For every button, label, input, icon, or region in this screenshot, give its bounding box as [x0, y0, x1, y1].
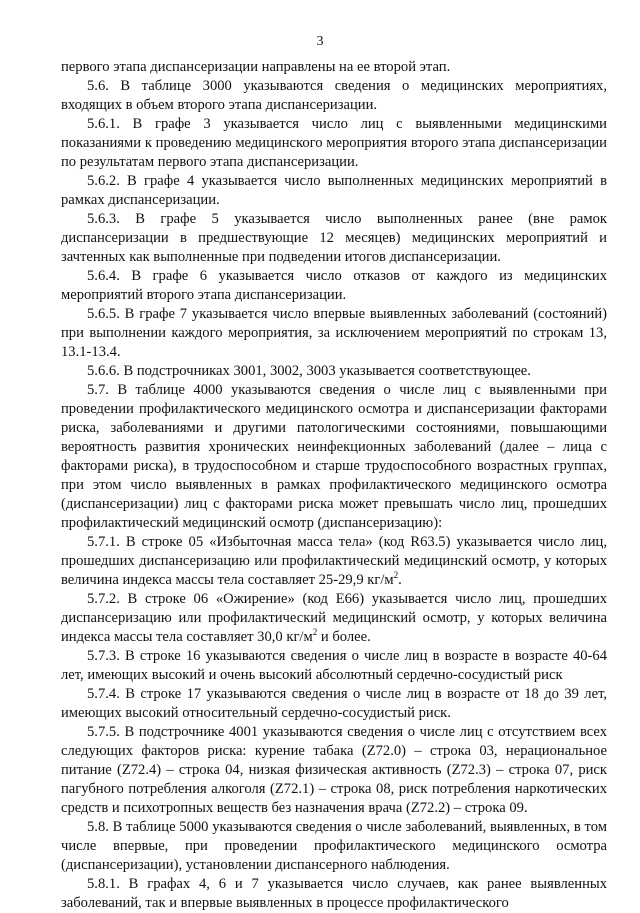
- paragraph-5-6-2: 5.6.2. В графе 4 указывается число выполненных медицинских мероприятий в рамках диспансеризации.: [61, 173, 607, 208]
- paragraph-5-8-1: 5.8.1. В графах 4, 6 и 7 указывается число случаев, как ранее выявленных заболеваний, так и впервые выявленных в процессе профилактического: [61, 876, 607, 911]
- superscript-squared: 2: [312, 627, 318, 638]
- paragraph-5-6-4: 5.6.4. В графе 6 указывается число отказов от каждого из медицинских мероприятий второго этапа диспансеризации.: [61, 268, 607, 303]
- paragraph-5-6-1: 5.6.1. В графе 3 указывается число лиц с выявленными медицинскими показаниями к проведению медицинского мероприятия второго этапа диспансеризации по результатам первого этапа диспансеризации.: [61, 116, 607, 170]
- paragraph-5-7-1-text: 5.7.1. В строке 05 «Избыточная масса тела» (код R63.5) указывается число лиц, прошедших диспансеризацию или профилактический медицинский осмотр, у которых величина индекса массы тела составляет 25-29,9 кг/м: [61, 534, 607, 588]
- paragraph-5-7: 5.7. В таблице 4000 указываются сведения о числе лиц с выявленными при проведении профилактического медицинского осмотра и диспансеризации факторами риска, заболеваниями и другими патологическими состояниями, повышающими вероятность развития хронических неинфекционных заболеваний (далее – лица с факторами риска), в трудоспособном и старше трудоспособного возрастных группах, при этом число выявленных в рамках профилактического медицинского осмотра (диспансеризации) лиц с факторами риска может превышать число лиц, прошедших профилактический медицинский осмотр (диспансеризацию):: [61, 382, 607, 531]
- paragraph-5-7-3: 5.7.3. В строке 16 указываются сведения о числе лиц в возрасте в возрасте 40-64 лет, имеющих высокий и очень высокий абсолютный сердечно-сосудистый риск: [61, 648, 607, 683]
- paragraph-5-6-5: 5.6.5. В графе 7 указывается число впервые выявленных заболеваний (состояний) при выполнении каждого мероприятия, за исключением мероприятий по строкам 13, 13.1-13.4.: [61, 306, 607, 360]
- paragraph-5-6: 5.6. В таблице 3000 указываются сведения о медицинских мероприятиях, входящих в объем второго этапа диспансеризации.: [61, 78, 607, 113]
- paragraph-continuation: первого этапа диспансеризации направлены на ее второй этап.: [61, 59, 451, 75]
- superscript-squared: 2: [393, 570, 399, 581]
- paragraph-5-7-1: [61, 533, 607, 590]
- paragraph-5-7-5: 5.7.5. В подстрочнике 4001 указываются сведения о числе лиц с отсутствием всех следующих факторов риска: курение табака (Z72.0) – строка 03, нерациональное питание (Z72.4) – строка 04, низкая физическая активность (Z72.3) – строка 07, риск пагубного потребления алкоголя (Z72.1) – строка 08, риск потребления наркотических средств и психотропных веществ без назначения врача (Z72.2) – строка 09.: [61, 724, 607, 816]
- paragraph-5-6-6: 5.6.6. В подстрочниках 3001, 3002, 3003 указывается соответствующее.: [87, 363, 531, 379]
- paragraph-5-7-2-end: и более.: [317, 629, 371, 645]
- document-body: [61, 58, 607, 913]
- paragraph-5-7-1-end: .: [398, 572, 402, 588]
- paragraph-5-7-4: 5.7.4. В строке 17 указываются сведения о числе лиц в возрасте от 18 до 39 лет, имеющих высокий относительный сердечно-сосудистый риск.: [61, 686, 607, 721]
- paragraph-5-8: 5.8. В таблице 5000 указываются сведения о числе заболеваний, выявленных, в том числе впервые, при проведении профилактического медицинского осмотра (диспансеризации), установлении диспансерного наблюдения.: [61, 819, 607, 873]
- paragraph-5-6-3: 5.6.3. В графе 5 указывается число выполненных ранее (вне рамок диспансеризации в предшествующие 12 месяцев) медицинских мероприятий и зачтенных как выполненные при подведении итогов диспансеризации.: [61, 211, 607, 265]
- paragraph-5-7-2-text: 5.7.2. В строке 06 «Ожирение» (код E66) указывается число лиц, прошедших диспансеризацию или профилактический медицинский осмотр, у которых величина индекса массы тела составляет 30,0 кг/м: [61, 591, 607, 645]
- paragraph-5-7-2: [61, 590, 607, 647]
- page-number: 3: [316, 34, 324, 49]
